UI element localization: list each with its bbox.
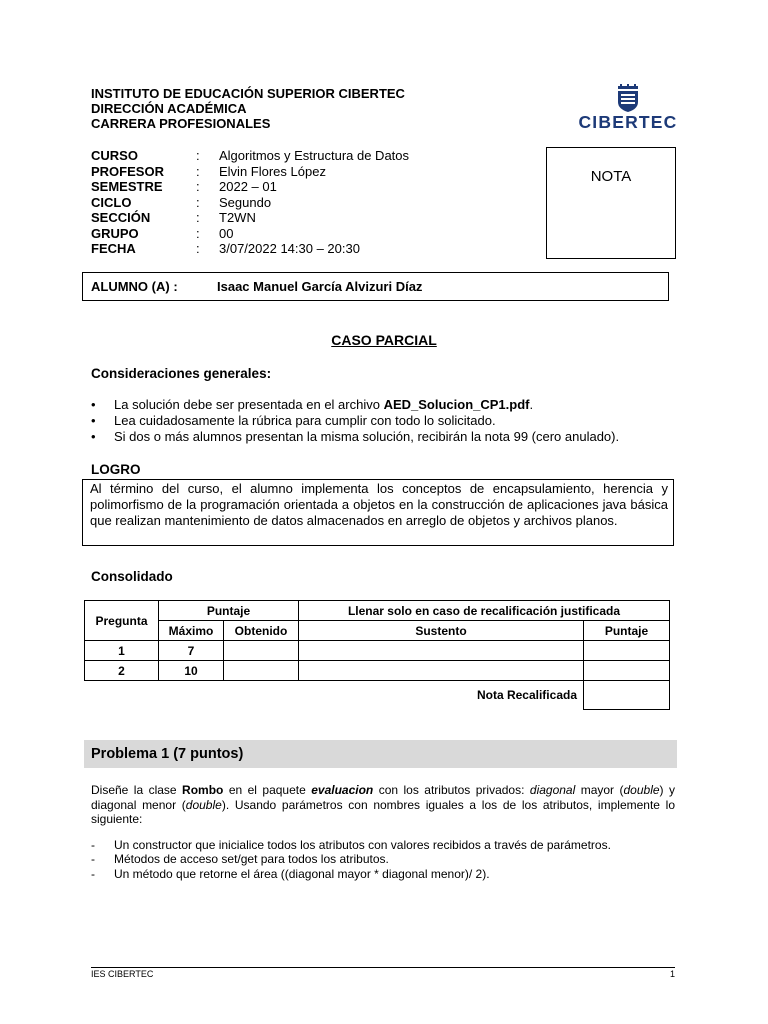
student-box <box>82 272 669 301</box>
cell-pregunta: 2 <box>85 661 159 681</box>
header-puntaje: Puntaje <box>159 601 299 621</box>
logro-box <box>82 479 674 546</box>
info-value: Segundo <box>219 194 272 210</box>
consolidado-heading: Consolidado <box>91 569 173 584</box>
cibertec-logo <box>576 84 680 134</box>
consolidado-table <box>84 600 670 710</box>
list-item: - Un método que retorne el área ((diagonal mayor * diagonal menor)/ 2). <box>91 867 611 881</box>
table-row <box>85 641 670 661</box>
table-row <box>85 661 670 681</box>
info-value: 00 <box>219 225 234 241</box>
footer-institution: IES CIBERTEC <box>91 969 154 979</box>
considerations-heading: Consideraciones generales: <box>91 366 272 381</box>
info-label: PROFESOR <box>91 163 164 179</box>
grade-label: NOTA <box>590 168 632 185</box>
shield-icon <box>576 84 680 114</box>
cell-obtenido <box>224 641 299 661</box>
info-value: 2022 – 01 <box>219 179 277 194</box>
table-header-row <box>85 601 670 621</box>
nota-recalificada-cell <box>584 681 670 710</box>
requirements-list <box>91 838 611 881</box>
list-item: - Un constructor que inicialice todos los atributos con valores recibidos a través de parámetros. <box>91 838 611 852</box>
cell-sustento <box>299 641 584 661</box>
cell-puntaje <box>584 641 670 661</box>
info-row-curso: CURSO : Algoritmos y Estructura de Datos <box>91 148 410 163</box>
info-label: CURSO <box>91 148 138 163</box>
info-value: T2WN <box>219 210 256 225</box>
student-label: ALUMNO (A) : <box>91 279 178 294</box>
info-value: Algoritmos y Estructura de Datos <box>219 148 410 163</box>
logo-wordmark: CIBERTEC <box>578 112 678 132</box>
header-puntaje-recal: Puntaje <box>584 621 670 641</box>
cell-maximo: 10 <box>159 661 224 681</box>
logro-heading: LOGRO <box>91 462 141 477</box>
list-item: • Si dos o más alumnos presentan la misma solución, recibirán la nota 99 (cero anulado). <box>91 429 619 445</box>
considerations-list <box>91 397 619 445</box>
info-label: SECCIÓN <box>91 210 151 225</box>
info-label: FECHA <box>91 241 136 256</box>
problem-heading-bar <box>84 740 677 768</box>
info-label: SEMESTRE <box>91 179 163 194</box>
grade-box <box>546 147 676 259</box>
info-row-fecha: FECHA : 3/07/2022 14:30 – 20:30 <box>91 241 360 256</box>
list-item: - Métodos de acceso set/get para todos los atributos. <box>91 852 611 866</box>
info-row-seccion: SECCIÓN : T2WN <box>91 210 256 225</box>
info-row-ciclo: CICLO : Segundo <box>91 194 272 210</box>
info-row-grupo: GRUPO : 00 <box>91 225 234 241</box>
nota-recalificada-label: Nota Recalificada <box>476 688 577 703</box>
header-pregunta: Pregunta <box>85 601 159 641</box>
exam-title: CASO PARCIAL <box>331 332 437 348</box>
cell-obtenido <box>224 661 299 681</box>
header-recalificacion: Llenar solo en caso de recalificación justificada <box>299 601 670 621</box>
footer-divider <box>91 967 675 968</box>
table-subheader-row <box>85 621 670 641</box>
cell-maximo: 7 <box>159 641 224 661</box>
career-name: CARRERA PROFESIONALES <box>91 116 271 131</box>
cell-pregunta: 1 <box>85 641 159 661</box>
info-value: 3/07/2022 14:30 – 20:30 <box>219 241 360 256</box>
info-label: CICLO <box>91 194 132 210</box>
header-sustento: Sustento <box>299 621 584 641</box>
student-name: Isaac Manuel García Alvizuri Díaz <box>217 279 423 294</box>
institution-name: INSTITUTO DE EDUCACIÓN SUPERIOR CIBERTEC <box>91 86 405 101</box>
logro-text: Al término del curso, el alumno implementa los conceptos de encapsulamiento, herencia y polimorfismo de la programación orientada a objetos en la construcción de aplicaciones java básica que realizan mantenimiento de datos almacenados en arreglo de objetos y archivos planos. <box>90 481 668 529</box>
info-label: GRUPO <box>91 225 139 241</box>
cell-puntaje <box>584 661 670 681</box>
header-obtenido: Obtenido <box>224 621 299 641</box>
info-value: Elvin Flores López <box>219 163 326 179</box>
page-number: 1 <box>669 969 675 979</box>
course-info <box>91 148 409 257</box>
list-item: • La solución debe ser presentada en el archivo AED_Solucion_CP1.pdf. <box>91 397 619 413</box>
table-row-nota <box>85 681 670 710</box>
problem-title: Problema 1 (7 puntos) <box>91 746 244 762</box>
institution-header <box>91 86 405 131</box>
header-maximo: Máximo <box>159 621 224 641</box>
list-item: • Lea cuidadosamente la rúbrica para cumplir con todo lo solicitado. <box>91 413 619 429</box>
info-row-semestre: SEMESTRE : 2022 – 01 <box>91 179 277 194</box>
direction-name: DIRECCIÓN ACADÉMICA <box>91 101 247 116</box>
cell-sustento <box>299 661 584 681</box>
problem-description: Diseñe la clase Rombo en el paquete evaluacion con los atributos privados: diagonal mayor (double) y diagonal menor (double). Usando parámetros con nombres iguales a los de los atributos, implemente lo siguiente: <box>91 783 675 826</box>
info-row-profesor: PROFESOR : Elvin Flores López <box>91 163 326 179</box>
